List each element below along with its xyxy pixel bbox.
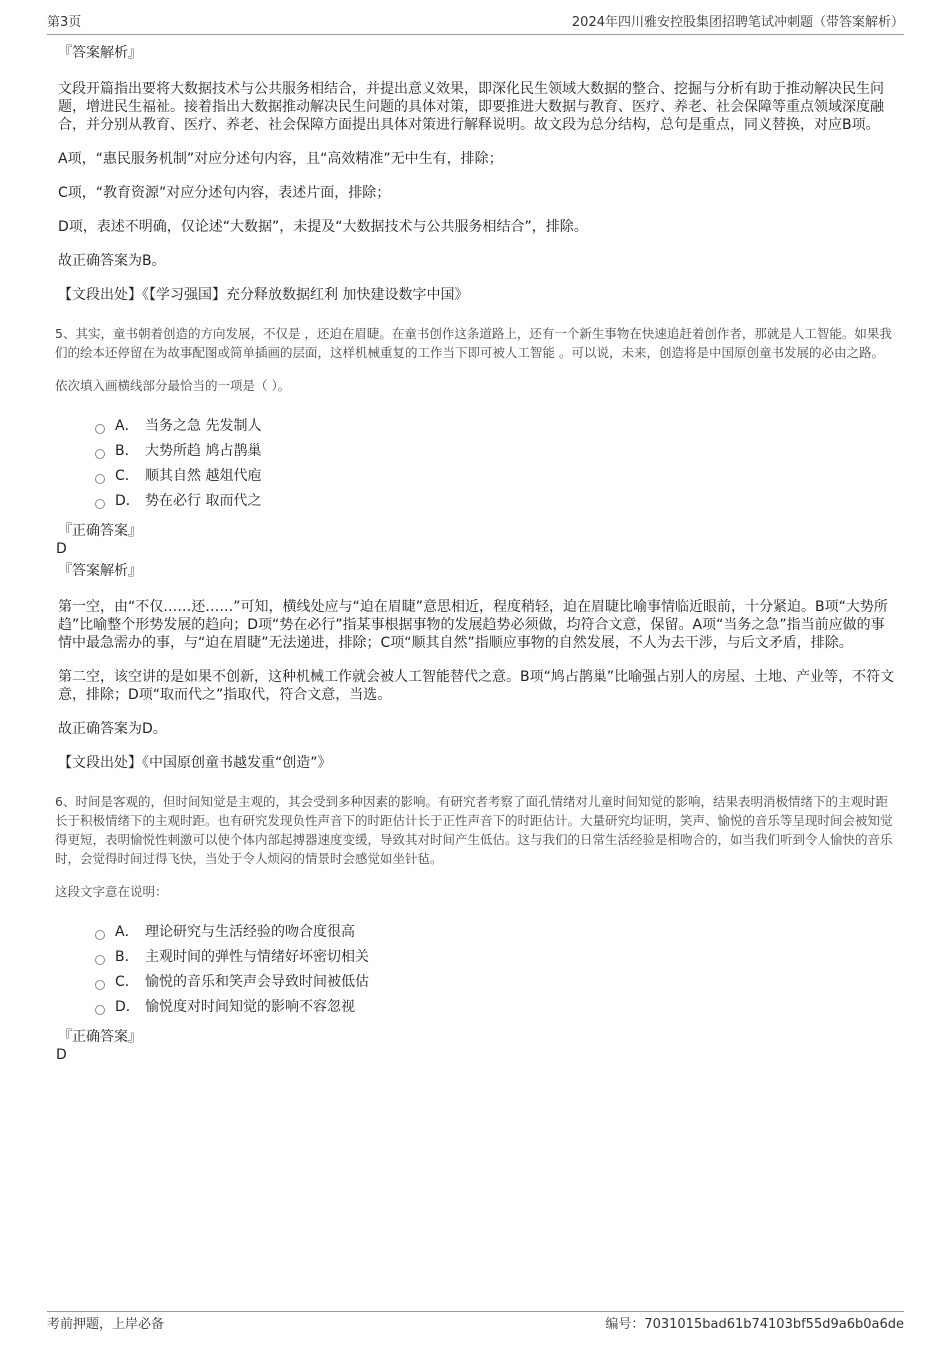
analysis-paragraph: 文段开篇指出要将大数据技术与公共服务相结合，并提出意义效果，即深化民生领域大数据的整合、挖掘与分析有助于推动解决民生问题，增进民生福祉。接着指出大数据推动解决民生问题的具体对策，即要推进大数据与教育、医疗、养老、社会保障等重点领域深度融合，并分别从教育、医疗、养老、社会保障方面提出具体对策进行解释说明。故文段为总分结构，总句是重点，同义替换，对应B项。	[58, 81, 884, 133]
option-b[interactable]: B． 大势所趋 鸠占鹊巢	[95, 442, 895, 460]
radio-icon[interactable]	[95, 1005, 105, 1015]
option-b[interactable]: B． 主观时间的弹性与情绪好坏密切相关	[95, 948, 895, 966]
correct-answer: D	[56, 1047, 67, 1063]
analysis-paragraph: A项，“惠民服务机制”对应分述句内容，且“高效精准”无中生有，排除；	[58, 151, 503, 167]
radio-icon[interactable]	[95, 449, 105, 459]
question-stem: 5、其实，童书朝着创造的方向发展，不仅是 ，还迫在眉睫。在童书创作这条道路上，还有一个新生事物在快速追赶着创作者，那就是人工智能。如果我们的绘本还停留在为故事配图或简单插画的层面，这样机械重复的工作当下即可被人工智能 。可以说，未来，创造将是中国原创童书发展的必由之路。	[55, 326, 892, 360]
page-header	[47, 14, 904, 35]
radio-icon[interactable]	[95, 474, 105, 484]
radio-icon[interactable]	[95, 930, 105, 940]
radio-icon[interactable]	[95, 980, 105, 990]
analysis-paragraph: 第一空，由“不仅……还……”可知，横线处应与“迫在眉睫”意思相近，程度稍轻，迫在眉睫比喻事情临近眼前，十分紧迫。B项“大势所趋”比喻整个形势发展的趋向；D项“势在必行”指某事根据事物的发展趋势必须做，均符合文意，保留。A项“当务之急”指当前应做的事情中最急需办的事，与“迫在眉睫”无法递进，排除；C项“顺其自然”指顺应事物的自然发展，不人为去干涉，与后文矛盾，排除。	[58, 599, 888, 651]
source-note: 【文段出处】《中国原创童书越发重“创造”》	[58, 755, 332, 771]
correct-answer: D	[56, 541, 67, 557]
option-list	[95, 923, 895, 1016]
option-c[interactable]: C． 愉悦的音乐和笑声会导致时间被低估	[95, 973, 895, 991]
question-prompt: 依次填入画横线部分最恰当的一项是（ ）。	[55, 378, 291, 393]
question-stem: 6、时间是客观的，但时间知觉是主观的，其会受到多种因素的影响。有研究者考察了面孔情绪对儿童时间知觉的影响，结果表明消极情绪下的主观时距长于积极情绪下的主观时距。也有研究发现负性声音下的时距估计长于正性声音下的时距估计。大量研究均证明，笑声、愉悦的音乐等呈现时间会被知觉得更短，表明愉悦性刺激可以使个体内部起搏器速度变缓，导致其对时间产生低估。这与我们的日常生活经验是相吻合的，如当我们听到令人愉快的音乐时，会觉得时间过得飞快，当处于令人烦闷的情景时会感觉如坐针毡。	[55, 794, 893, 866]
analysis-paragraph: C项，“教育资源”对应分述句内容，表述片面，排除；	[58, 185, 391, 201]
analysis-paragraph: 故正确答案为B。	[58, 253, 166, 269]
option-a[interactable]: A． 理论研究与生活经验的吻合度很高	[95, 923, 895, 941]
analysis-paragraph: 故正确答案为D。	[58, 721, 167, 737]
analysis-paragraph: D项，表述不明确，仅论述“大数据”，未提及“大数据技术与公共服务相结合”，排除。	[58, 219, 588, 235]
radio-icon[interactable]	[95, 424, 105, 434]
option-c[interactable]: C． 顺其自然 越俎代庖	[95, 467, 895, 485]
correct-answer-label: 『正确答案』	[58, 1029, 142, 1045]
source-note: 【文段出处】《【学习强国】充分释放数据红利 加快建设数字中国》	[58, 287, 469, 303]
question-prompt: 这段文字意在说明：	[55, 884, 168, 899]
page-footer	[47, 1311, 904, 1336]
option-d[interactable]: D． 势在必行 取而代之	[95, 492, 895, 510]
analysis-paragraph: 第二空，该空讲的是如果不创新，这种机械工作就会被人工智能替代之意。B项“鸠占鹊巢”比喻强占别人的房屋、土地、产业等，不符文意，排除；D项“取而代之”指取代，符合文意，当选。	[58, 669, 895, 703]
radio-icon[interactable]	[95, 955, 105, 965]
radio-icon[interactable]	[95, 499, 105, 509]
page-number: 第3页	[47, 15, 82, 30]
document-id: 编号：7031015bad61b74103bf55d9a6b0a6de	[605, 1317, 904, 1332]
option-list	[95, 417, 895, 510]
analysis-label: 『答案解析』	[58, 45, 142, 61]
footer-slogan: 考前押题，上岸必备	[47, 1317, 165, 1332]
analysis-label: 『答案解析』	[58, 563, 142, 579]
document-title: 2024年四川雅安控股集团招聘笔试冲刺题（带答案解析）	[571, 15, 904, 30]
option-d[interactable]: D． 愉悦度对时间知觉的影响不容忽视	[95, 998, 895, 1016]
page-content	[55, 44, 895, 1068]
option-a[interactable]: A． 当务之急 先发制人	[95, 417, 895, 435]
correct-answer-label: 『正确答案』	[58, 523, 142, 539]
